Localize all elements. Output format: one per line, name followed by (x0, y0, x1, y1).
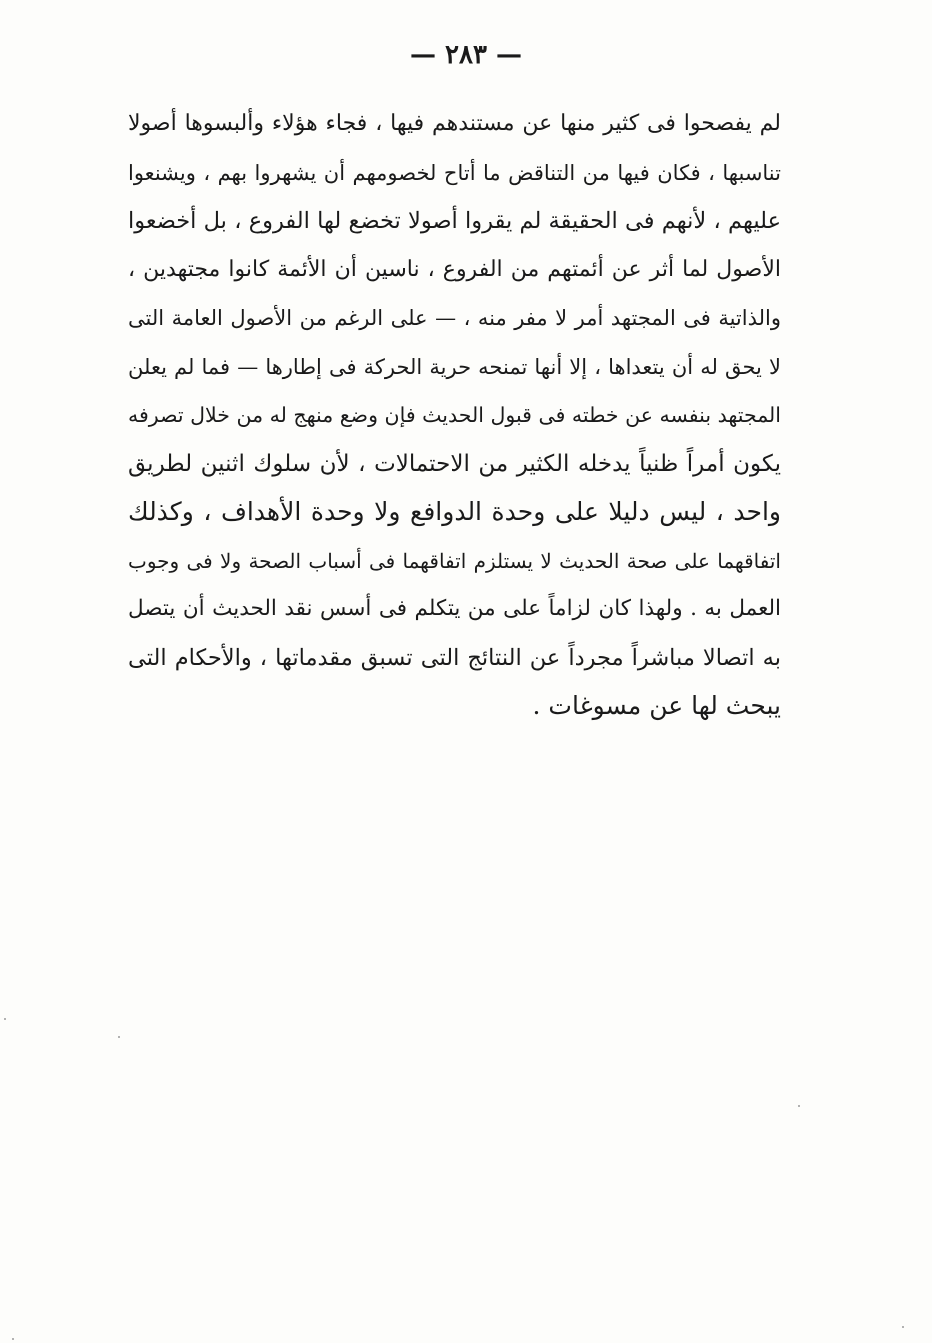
scan-speck (798, 1105, 800, 1107)
text-line: لا يحق له أن يتعداها ، إلا أنها تمنحه حرية الحركة فى إطارها — فما لم يعلن (128, 354, 781, 379)
text-line: اتفاقهما على صحة الحديث لا يستلزم اتفاقهما فى أسباب الصحة ولا فى وجوب (128, 548, 781, 573)
scan-speck (12, 1338, 14, 1340)
text-line: والذاتية فى المجتهد أمر لا مفر منه ، — على الرغم من الأصول العامة التى (128, 306, 781, 330)
text-line: المجتهد بنفسه عن خطته فى قبول الحديث فإن وضع منهج له من خلال تصرفه (128, 403, 781, 427)
scan-speck (902, 1326, 904, 1328)
text-line: يكون أمراً ظنياً يدخله الكثير من الاحتمالات ، لأن سلوك اثنين لطريق (128, 450, 781, 477)
scan-speck (118, 1036, 120, 1038)
scan-speck (4, 1018, 6, 1020)
text-line: العمل به . ولهذا كان لزاماً على من يتكلم فى أسس نقد الحديث أن يتصل (128, 596, 781, 621)
text-line: لم يفصحوا فى كثير منها عن مستندهم فيها ، فجاء هؤلاء وألبسوها أصولا (128, 111, 781, 136)
text-line: به اتصالا مباشراً مجرداً عن النتائج التى تسبق مقدماتها ، والأحكام التى (128, 644, 781, 671)
text-line: واحد ، ليس دليلا على وحدة الدوافع ولا وحدة الأهداف ، وكذلك (128, 497, 781, 526)
text-line: الأصول لما أثر عن أئمتهم من الفروع ، ناسين أن الأئمة كانوا مجتهدين ، (128, 256, 781, 282)
text-line: عليهم ، لأنهم فى الحقيقة لم يقروا أصولا تخضع لها الفروع ، بل أخضعوا (128, 208, 781, 234)
page-number: — ٢٨٣ — (409, 40, 523, 70)
body-text (128, 100, 781, 731)
text-line-last: يبحث لها عن مسوغات . (532, 691, 781, 720)
text-line: تناسبها ، فكان فيها من التناقض ما أتاح لخصومهم أن يشهروا بهم ، ويشنعوا (128, 160, 781, 185)
